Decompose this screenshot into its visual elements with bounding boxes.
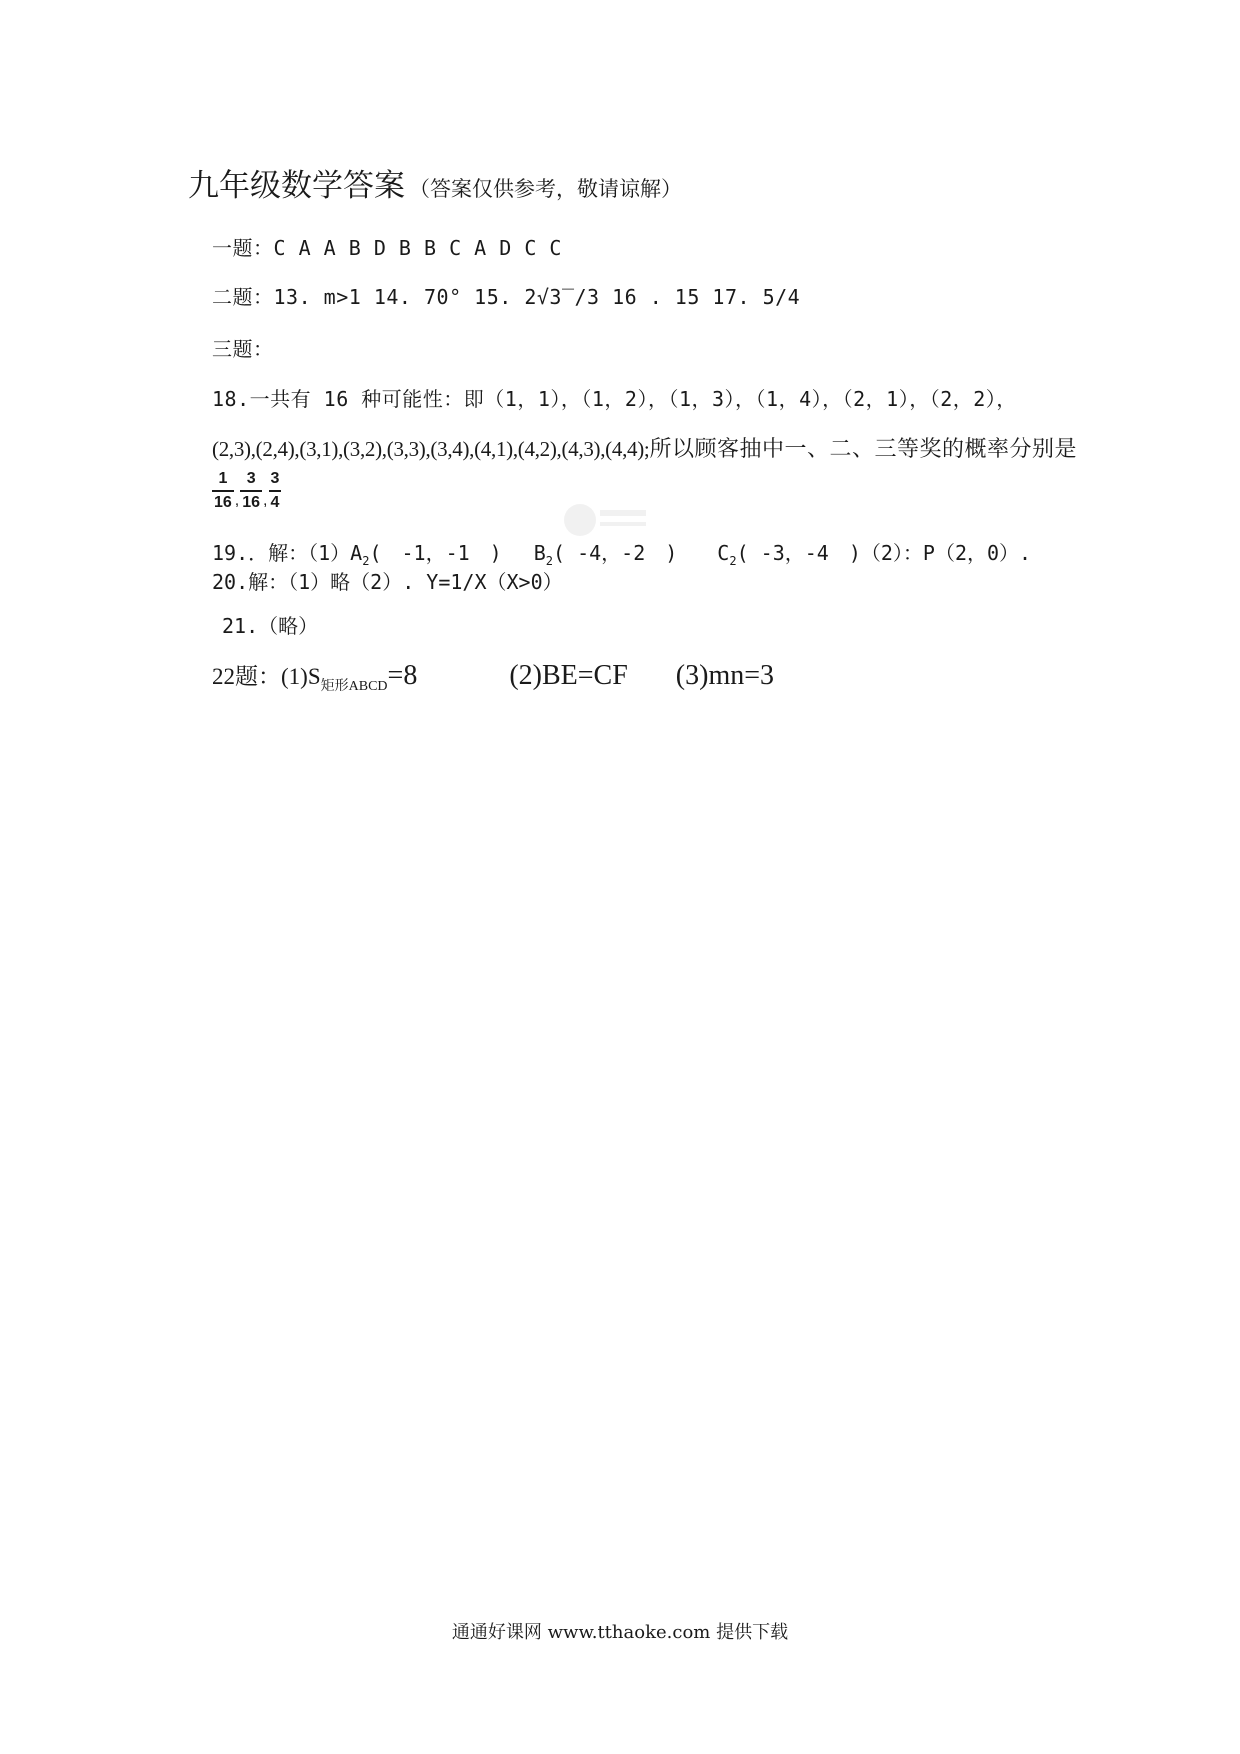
title-note: （答案仅供参考，敬请谅解） (409, 177, 682, 201)
answer-q18-line-2 (212, 432, 1077, 463)
q22-subscript: 矩形ABCD (320, 679, 388, 694)
q19-a-value: ( -1，-1 ) B (369, 541, 546, 565)
q19-c-value: ( -3，-4 )（2）：P（2，0）. (736, 541, 1032, 565)
fraction-separator: , (234, 491, 240, 509)
answer-q21: 21.（略） (222, 614, 319, 638)
q18-conclusion-text: 所以顾客抽中一、二、三等奖的概率分别是 (649, 437, 1077, 462)
fraction-second-prize (240, 470, 262, 512)
fraction-first-prize (212, 470, 234, 512)
answer-section-1: 一题：C A A B D B B C A D C C (212, 236, 562, 260)
fraction-denominator: 4 (270, 493, 280, 511)
fraction-denominator: 16 (214, 493, 232, 511)
fraction-bar (269, 490, 282, 492)
q18-outcome-pairs: (2,3),(2,4),(3,1),(3,2),(3,3),(3,4),(4,1),(4,2),(4,3),(4,4); (212, 437, 650, 461)
q18-probabilities (212, 470, 281, 512)
q22-part3: (3)mn=3 (675, 660, 775, 691)
fraction-separator: , (263, 491, 268, 509)
q19-prefix: 19.．解：（1）A (212, 541, 363, 565)
fraction-third-prize (269, 470, 282, 512)
fraction-numerator: 1 (218, 470, 228, 487)
q19-c-subscript: 2 (729, 554, 737, 568)
q22-prefix: 22题：(1)S (212, 664, 321, 689)
title-main: 九年级数学答案 (188, 168, 405, 204)
answer-q18-line-1: 18.一共有 16 种可能性：即（1，1），（1，2），（1，3），（1，4），（2，1），（2，2）， (212, 387, 1017, 411)
watermark-logo (560, 490, 650, 550)
q19-b-subscript: 2 (545, 554, 554, 568)
fraction-bar (240, 490, 262, 492)
answer-section-3-heading: 三题： (212, 337, 274, 361)
fraction-numerator: 3 (270, 470, 280, 487)
answer-q22 (212, 658, 774, 695)
answer-q20: 20.解：（1）略（2）. Y=1/X（X>0） (212, 570, 563, 594)
q19-b-value: ( -4，-2 ) C (553, 541, 730, 565)
q22-part2: (2)BE=CF (509, 660, 628, 691)
page-title (188, 160, 682, 205)
q22-part1-value: =8 (387, 660, 418, 691)
q19-a-subscript: 2 (362, 554, 370, 568)
answer-section-2: 二题：13. m>1 14. 70° 15. 2√3‾/3 16 . 15 17. 5/4 (212, 285, 801, 309)
fraction-denominator: 16 (242, 493, 261, 511)
fraction-numerator: 3 (246, 470, 256, 487)
page-footer: 通通好课网 www.tthaoke.com 提供下载 (451, 1622, 789, 1643)
fraction-bar (212, 490, 234, 492)
